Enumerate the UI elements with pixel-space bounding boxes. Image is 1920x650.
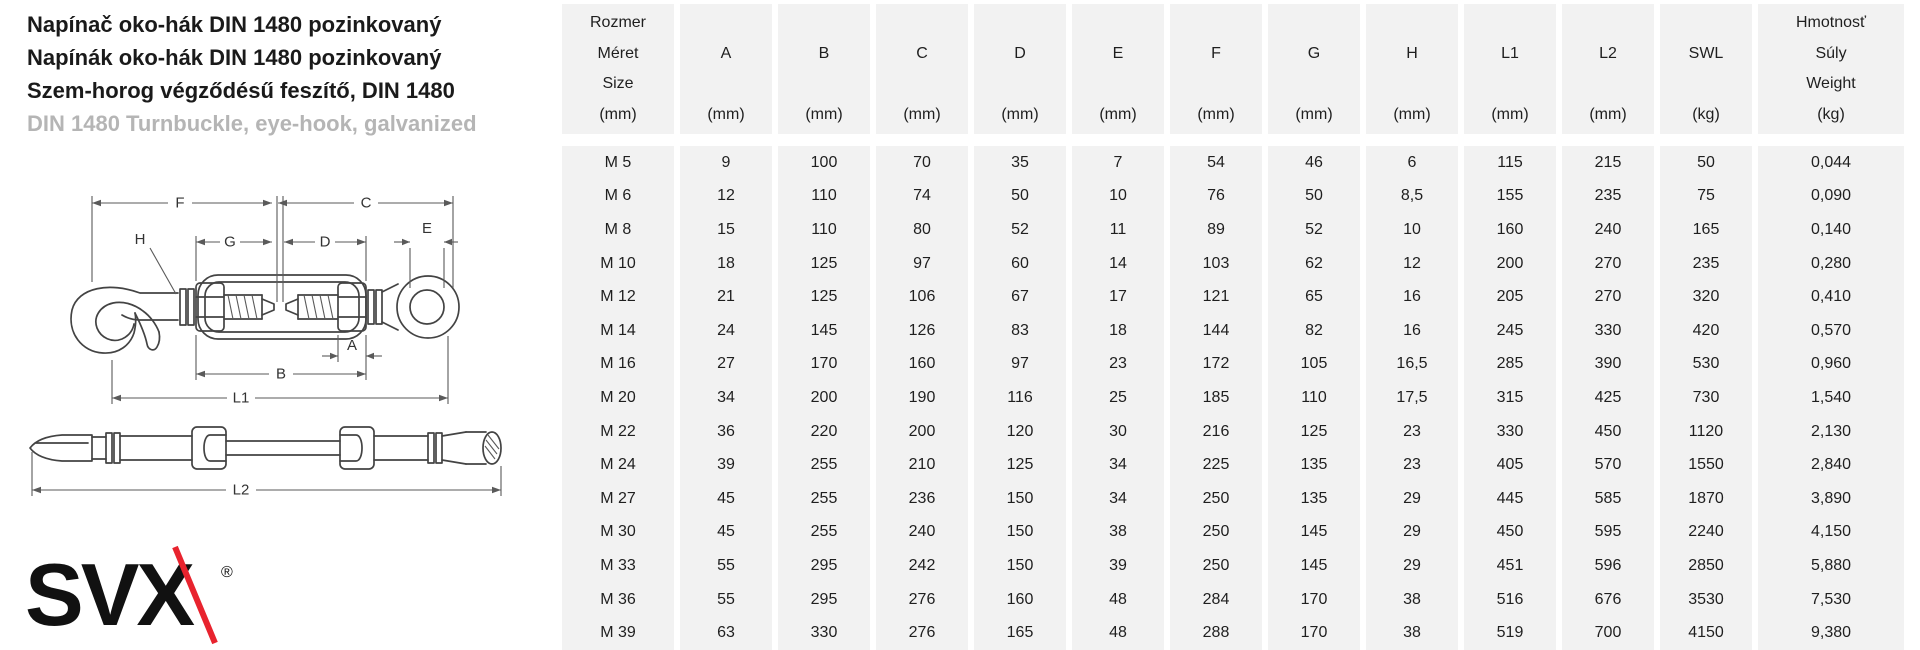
table-cell: 330 bbox=[1496, 422, 1524, 440]
header-line: (kg) bbox=[1817, 105, 1845, 123]
table-cell: 17 bbox=[1109, 288, 1127, 306]
table-cell: 450 bbox=[1496, 523, 1524, 541]
dim-label-l1: L1 bbox=[232, 389, 250, 407]
dim-label-f: F bbox=[175, 194, 185, 212]
table-cell: 250 bbox=[1202, 556, 1230, 574]
turnbuckle-extended-view bbox=[30, 427, 501, 499]
product-titles bbox=[27, 8, 477, 140]
table-cell: 63 bbox=[717, 624, 735, 642]
technical-drawing bbox=[0, 130, 560, 520]
header-line: D bbox=[1014, 44, 1026, 62]
header-line: B bbox=[818, 44, 830, 62]
table-cell: 23 bbox=[1403, 422, 1421, 440]
header-line: Rozmer bbox=[589, 14, 646, 32]
header-line: E bbox=[1112, 44, 1124, 62]
table-cell: 125 bbox=[1300, 422, 1328, 440]
dim-label-h: H bbox=[134, 231, 146, 248]
table-cell: 70 bbox=[913, 153, 931, 171]
table-cell: 36 bbox=[717, 422, 735, 440]
table-cell: 38 bbox=[1403, 624, 1421, 642]
dim-label-g: G bbox=[224, 233, 236, 251]
table-cell: 74 bbox=[913, 187, 931, 205]
table-cell: 420 bbox=[1692, 321, 1720, 339]
table-cell: 35 bbox=[1011, 153, 1029, 171]
table-cell: 216 bbox=[1202, 422, 1230, 440]
title-cz: Napínák oko-hák DIN 1480 pozinkovaný bbox=[27, 45, 442, 70]
table-cell: 160 bbox=[1006, 590, 1034, 608]
header-line: (mm) bbox=[1099, 105, 1137, 123]
table-cell: 125 bbox=[810, 288, 838, 306]
table-cell: M 36 bbox=[600, 590, 636, 608]
table-cell: 34 bbox=[1109, 489, 1127, 507]
dim-label-e: E bbox=[421, 220, 433, 237]
table-cell: 55 bbox=[717, 590, 735, 608]
header-line: C bbox=[916, 44, 928, 62]
dim-label-c: C bbox=[360, 194, 372, 212]
column-header-a bbox=[680, 4, 772, 134]
table-cell: 97 bbox=[913, 254, 931, 272]
table-cell: 730 bbox=[1692, 388, 1720, 406]
header-line: SWL bbox=[1688, 44, 1724, 62]
table-cell: 235 bbox=[1594, 187, 1622, 205]
table-cell: 135 bbox=[1300, 489, 1328, 507]
table-cell: 67 bbox=[1011, 288, 1029, 306]
table-cell: 48 bbox=[1109, 590, 1127, 608]
table-cell: 105 bbox=[1300, 355, 1328, 373]
table-cell: 17,5 bbox=[1396, 388, 1428, 406]
header-line: H bbox=[1406, 44, 1418, 62]
column-values-l1 bbox=[1464, 146, 1556, 650]
table-cell: 255 bbox=[810, 489, 838, 507]
table-cell: 52 bbox=[1305, 220, 1323, 238]
header-line: (mm) bbox=[1197, 105, 1235, 123]
header-line: A bbox=[720, 44, 732, 62]
table-cell: 295 bbox=[810, 556, 838, 574]
table-cell: 676 bbox=[1594, 590, 1622, 608]
table-cell: 39 bbox=[1109, 556, 1127, 574]
table-cell: 242 bbox=[908, 556, 936, 574]
dimension-lines bbox=[92, 195, 458, 407]
svx-logo-text: SVX bbox=[25, 545, 193, 644]
table-cell: 65 bbox=[1305, 288, 1323, 306]
turnbuckle-side-view bbox=[71, 275, 459, 353]
table-cell: 150 bbox=[1006, 556, 1034, 574]
table-cell: 595 bbox=[1594, 523, 1622, 541]
table-cell: 7 bbox=[1113, 153, 1123, 171]
table-cell: 0,280 bbox=[1810, 254, 1852, 272]
table-cell: 110 bbox=[811, 187, 837, 205]
table-cell: 315 bbox=[1496, 388, 1524, 406]
table-cell: 16 bbox=[1403, 321, 1421, 339]
table-cell: 145 bbox=[1300, 556, 1328, 574]
table-cell: 516 bbox=[1496, 590, 1524, 608]
table-cell: 46 bbox=[1305, 153, 1323, 171]
table-cell: M 10 bbox=[600, 254, 636, 272]
table-cell: 250 bbox=[1202, 489, 1230, 507]
table-cell: 6 bbox=[1407, 153, 1417, 171]
column-header-swl bbox=[1660, 4, 1752, 134]
table-cell: 14 bbox=[1109, 254, 1127, 272]
table-cell: 45 bbox=[717, 523, 735, 541]
table-cell: 106 bbox=[908, 288, 936, 306]
title-hu: Szem-horog végződésű feszítő, DIN 1480 bbox=[27, 78, 455, 103]
column-values-e bbox=[1072, 146, 1164, 650]
table-cell: 405 bbox=[1496, 456, 1524, 474]
table-cell: 80 bbox=[913, 220, 931, 238]
header-line: (mm) bbox=[903, 105, 941, 123]
dim-label-a: A bbox=[346, 337, 358, 354]
table-cell: 288 bbox=[1202, 624, 1230, 642]
header-line: (mm) bbox=[1001, 105, 1039, 123]
table-cell: 1,540 bbox=[1810, 388, 1852, 406]
header-line: (mm) bbox=[1295, 105, 1333, 123]
table-cell: 250 bbox=[1202, 523, 1230, 541]
header-line: Size bbox=[602, 75, 634, 93]
table-cell: 50 bbox=[1697, 153, 1715, 171]
table-cell: 100 bbox=[810, 153, 838, 171]
table-cell: 596 bbox=[1594, 556, 1622, 574]
column-header-b bbox=[778, 4, 870, 134]
column-values-c bbox=[876, 146, 968, 650]
table-cell: M 33 bbox=[600, 556, 636, 574]
table-cell: 330 bbox=[1594, 321, 1622, 339]
table-cell: 18 bbox=[1109, 321, 1127, 339]
table-cell: 83 bbox=[1011, 321, 1029, 339]
table-cell: 700 bbox=[1594, 624, 1622, 642]
table-cell: 21 bbox=[717, 288, 735, 306]
table-cell: 276 bbox=[908, 590, 936, 608]
table-cell: 255 bbox=[810, 523, 838, 541]
column-header-e bbox=[1072, 4, 1164, 134]
table-cell: 185 bbox=[1202, 388, 1230, 406]
table-cell: 0,140 bbox=[1810, 220, 1852, 238]
table-cell: 200 bbox=[1496, 254, 1524, 272]
column-values-size bbox=[562, 146, 674, 650]
table-cell: 16,5 bbox=[1396, 355, 1428, 373]
table-cell: 0,090 bbox=[1810, 187, 1852, 205]
table-cell: 48 bbox=[1109, 624, 1127, 642]
column-header-h bbox=[1366, 4, 1458, 134]
table-cell: 2240 bbox=[1688, 523, 1724, 541]
column-header-g bbox=[1268, 4, 1360, 134]
table-cell: 530 bbox=[1692, 355, 1720, 373]
table-cell: 135 bbox=[1300, 456, 1328, 474]
table-cell: 236 bbox=[908, 489, 936, 507]
header-line: (mm) bbox=[599, 105, 637, 123]
table-cell: 16 bbox=[1403, 288, 1421, 306]
dim-label-l2: L2 bbox=[232, 481, 250, 499]
column-values-g bbox=[1268, 146, 1360, 650]
table-cell: 110 bbox=[1301, 388, 1327, 406]
table-cell: 0,570 bbox=[1810, 321, 1852, 339]
registered-trademark-icon: ® bbox=[221, 564, 233, 581]
table-cell: 15 bbox=[717, 220, 735, 238]
table-cell: M 8 bbox=[604, 220, 632, 238]
title-en: DIN 1480 Turnbuckle, eye-hook, galvanized bbox=[27, 111, 477, 136]
table-cell: 12 bbox=[1403, 254, 1421, 272]
table-cell: 97 bbox=[1011, 355, 1029, 373]
table-cell: 7,530 bbox=[1810, 590, 1852, 608]
table-cell: 0,044 bbox=[1810, 153, 1852, 171]
header-line: (mm) bbox=[1589, 105, 1627, 123]
table-cell: 2,130 bbox=[1810, 422, 1852, 440]
table-cell: 25 bbox=[1109, 388, 1127, 406]
table-cell: 12 bbox=[717, 187, 735, 205]
column-header-weight bbox=[1758, 4, 1904, 134]
table-cell: 240 bbox=[1594, 220, 1622, 238]
table-cell: 62 bbox=[1305, 254, 1323, 272]
column-values-d bbox=[974, 146, 1066, 650]
header-line: (mm) bbox=[805, 105, 843, 123]
table-cell: 34 bbox=[717, 388, 735, 406]
table-cell: 29 bbox=[1403, 489, 1421, 507]
table-cell: 284 bbox=[1202, 590, 1230, 608]
table-cell: 165 bbox=[1006, 624, 1034, 642]
spec-table bbox=[562, 4, 1904, 650]
table-cell: 116 bbox=[1007, 388, 1033, 406]
table-cell: 2850 bbox=[1688, 556, 1724, 574]
table-cell: 205 bbox=[1496, 288, 1524, 306]
table-cell: 29 bbox=[1403, 523, 1421, 541]
table-cell: 10 bbox=[1109, 187, 1127, 205]
table-cell: 52 bbox=[1011, 220, 1029, 238]
table-cell: 160 bbox=[908, 355, 936, 373]
table-cell: 9,380 bbox=[1810, 624, 1852, 642]
table-cell: 276 bbox=[908, 624, 936, 642]
column-header-l1 bbox=[1464, 4, 1556, 134]
table-cell: 215 bbox=[1594, 153, 1622, 171]
table-cell: M 12 bbox=[600, 288, 636, 306]
table-cell: 125 bbox=[1006, 456, 1034, 474]
table-cell: 2,840 bbox=[1810, 456, 1852, 474]
table-cell: 0,960 bbox=[1810, 355, 1852, 373]
header-line: Weight bbox=[1806, 75, 1856, 93]
table-cell: 220 bbox=[810, 422, 838, 440]
table-cell: 445 bbox=[1496, 489, 1524, 507]
table-cell: 145 bbox=[810, 321, 838, 339]
table-cell: 270 bbox=[1594, 288, 1622, 306]
header-line: L2 bbox=[1599, 44, 1617, 62]
table-cell: 60 bbox=[1011, 254, 1029, 272]
table-cell: 170 bbox=[1300, 624, 1328, 642]
table-cell: 1120 bbox=[1688, 422, 1724, 440]
table-cell: 125 bbox=[810, 254, 838, 272]
table-cell: 144 bbox=[1202, 321, 1230, 339]
column-values-f bbox=[1170, 146, 1262, 650]
table-cell: 270 bbox=[1594, 254, 1622, 272]
table-cell: 3530 bbox=[1688, 590, 1724, 608]
column-header-c bbox=[876, 4, 968, 134]
table-cell: 1550 bbox=[1688, 456, 1724, 474]
table-cell: 245 bbox=[1496, 321, 1524, 339]
table-cell: M 39 bbox=[600, 624, 636, 642]
header-line: Hmotnosť bbox=[1795, 14, 1867, 32]
table-cell: 89 bbox=[1207, 220, 1225, 238]
table-cell: 4,150 bbox=[1810, 523, 1852, 541]
column-values-h bbox=[1366, 146, 1458, 650]
table-cell: 210 bbox=[908, 456, 936, 474]
dim-label-d: D bbox=[319, 233, 331, 251]
table-cell: 4150 bbox=[1688, 624, 1724, 642]
table-cell: 23 bbox=[1403, 456, 1421, 474]
svx-logo bbox=[25, 545, 275, 645]
table-cell: 425 bbox=[1594, 388, 1622, 406]
table-cell: 39 bbox=[717, 456, 735, 474]
table-cell: M 20 bbox=[600, 388, 636, 406]
table-cell: 10 bbox=[1403, 220, 1421, 238]
column-values-l2 bbox=[1562, 146, 1654, 650]
table-cell: 200 bbox=[908, 422, 936, 440]
table-cell: 120 bbox=[1006, 422, 1034, 440]
table-cell: 160 bbox=[1496, 220, 1524, 238]
table-cell: 115 bbox=[1497, 153, 1523, 171]
column-header-l2 bbox=[1562, 4, 1654, 134]
table-cell: 82 bbox=[1305, 321, 1323, 339]
table-cell: 38 bbox=[1109, 523, 1127, 541]
table-cell: 585 bbox=[1594, 489, 1622, 507]
table-cell: M 16 bbox=[600, 355, 636, 373]
table-cell: 30 bbox=[1109, 422, 1127, 440]
table-cell: 145 bbox=[1300, 523, 1328, 541]
column-header-d bbox=[974, 4, 1066, 134]
table-cell: 45 bbox=[717, 489, 735, 507]
table-cell: 54 bbox=[1207, 153, 1225, 171]
table-cell: 320 bbox=[1692, 288, 1720, 306]
table-cell: 155 bbox=[1496, 187, 1524, 205]
table-cell: 240 bbox=[908, 523, 936, 541]
table-cell: 29 bbox=[1403, 556, 1421, 574]
table-cell: 255 bbox=[810, 456, 838, 474]
table-cell: 170 bbox=[1300, 590, 1328, 608]
column-values-a bbox=[680, 146, 772, 650]
table-cell: 103 bbox=[1202, 254, 1230, 272]
left-panel bbox=[0, 0, 565, 650]
dim-label-b: B bbox=[275, 365, 287, 383]
column-values-b bbox=[778, 146, 870, 650]
table-cell: M 24 bbox=[600, 456, 636, 474]
header-line: (mm) bbox=[1491, 105, 1529, 123]
header-line: Súly bbox=[1815, 44, 1847, 62]
table-cell: M 5 bbox=[604, 153, 632, 171]
column-header-f bbox=[1170, 4, 1262, 134]
table-cell: M 22 bbox=[600, 422, 636, 440]
table-cell: 1870 bbox=[1688, 489, 1724, 507]
table-cell: 126 bbox=[908, 321, 936, 339]
table-cell: 285 bbox=[1496, 355, 1524, 373]
table-cell: 172 bbox=[1202, 355, 1230, 373]
header-line: Méret bbox=[597, 44, 639, 62]
table-cell: M 30 bbox=[600, 523, 636, 541]
table-cell: 38 bbox=[1403, 590, 1421, 608]
table-cell: 3,890 bbox=[1810, 489, 1852, 507]
table-cell: 23 bbox=[1109, 355, 1127, 373]
table-cell: 110 bbox=[811, 220, 837, 238]
header-line: (mm) bbox=[1393, 105, 1431, 123]
table-cell: 150 bbox=[1006, 489, 1034, 507]
table-cell: 330 bbox=[810, 624, 838, 642]
table-cell: M 14 bbox=[600, 321, 636, 339]
header-line: (mm) bbox=[707, 105, 745, 123]
table-cell: 390 bbox=[1594, 355, 1622, 373]
table-cell: 235 bbox=[1692, 254, 1720, 272]
table-cell: 451 bbox=[1496, 556, 1524, 574]
table-cell: 50 bbox=[1305, 187, 1323, 205]
table-cell: 27 bbox=[717, 355, 735, 373]
header-line: (kg) bbox=[1692, 105, 1720, 123]
table-cell: 8,5 bbox=[1400, 187, 1424, 205]
table-cell: 55 bbox=[717, 556, 735, 574]
table-cell: 5,880 bbox=[1810, 556, 1852, 574]
table-cell: 9 bbox=[721, 153, 731, 171]
table-cell: 34 bbox=[1109, 456, 1127, 474]
table-cell: 165 bbox=[1692, 220, 1720, 238]
table-cell: 18 bbox=[717, 254, 735, 272]
table-cell: 121 bbox=[1202, 288, 1230, 306]
table-cell: 519 bbox=[1496, 624, 1524, 642]
table-cell: 150 bbox=[1006, 523, 1034, 541]
table-cell: 450 bbox=[1594, 422, 1622, 440]
table-cell: 24 bbox=[717, 321, 735, 339]
title-sk: Napínač oko-hák DIN 1480 pozinkovaný bbox=[27, 12, 442, 37]
table-cell: 50 bbox=[1011, 187, 1029, 205]
table-cell: M 6 bbox=[604, 187, 632, 205]
table-cell: M 27 bbox=[600, 489, 636, 507]
column-values-swl bbox=[1660, 146, 1752, 650]
table-cell: 295 bbox=[810, 590, 838, 608]
column-values-weight bbox=[1758, 146, 1904, 650]
table-cell: 75 bbox=[1697, 187, 1715, 205]
header-line: F bbox=[1211, 44, 1221, 62]
table-cell: 170 bbox=[810, 355, 838, 373]
table-cell: 0,410 bbox=[1810, 288, 1852, 306]
header-line: G bbox=[1307, 44, 1321, 62]
column-header-size bbox=[562, 4, 674, 134]
table-cell: 76 bbox=[1207, 187, 1225, 205]
table-cell: 190 bbox=[908, 388, 936, 406]
table-cell: 200 bbox=[810, 388, 838, 406]
table-cell: 11 bbox=[1109, 220, 1127, 238]
table-cell: 225 bbox=[1202, 456, 1230, 474]
table-cell: 570 bbox=[1594, 456, 1622, 474]
header-line: L1 bbox=[1501, 44, 1519, 62]
